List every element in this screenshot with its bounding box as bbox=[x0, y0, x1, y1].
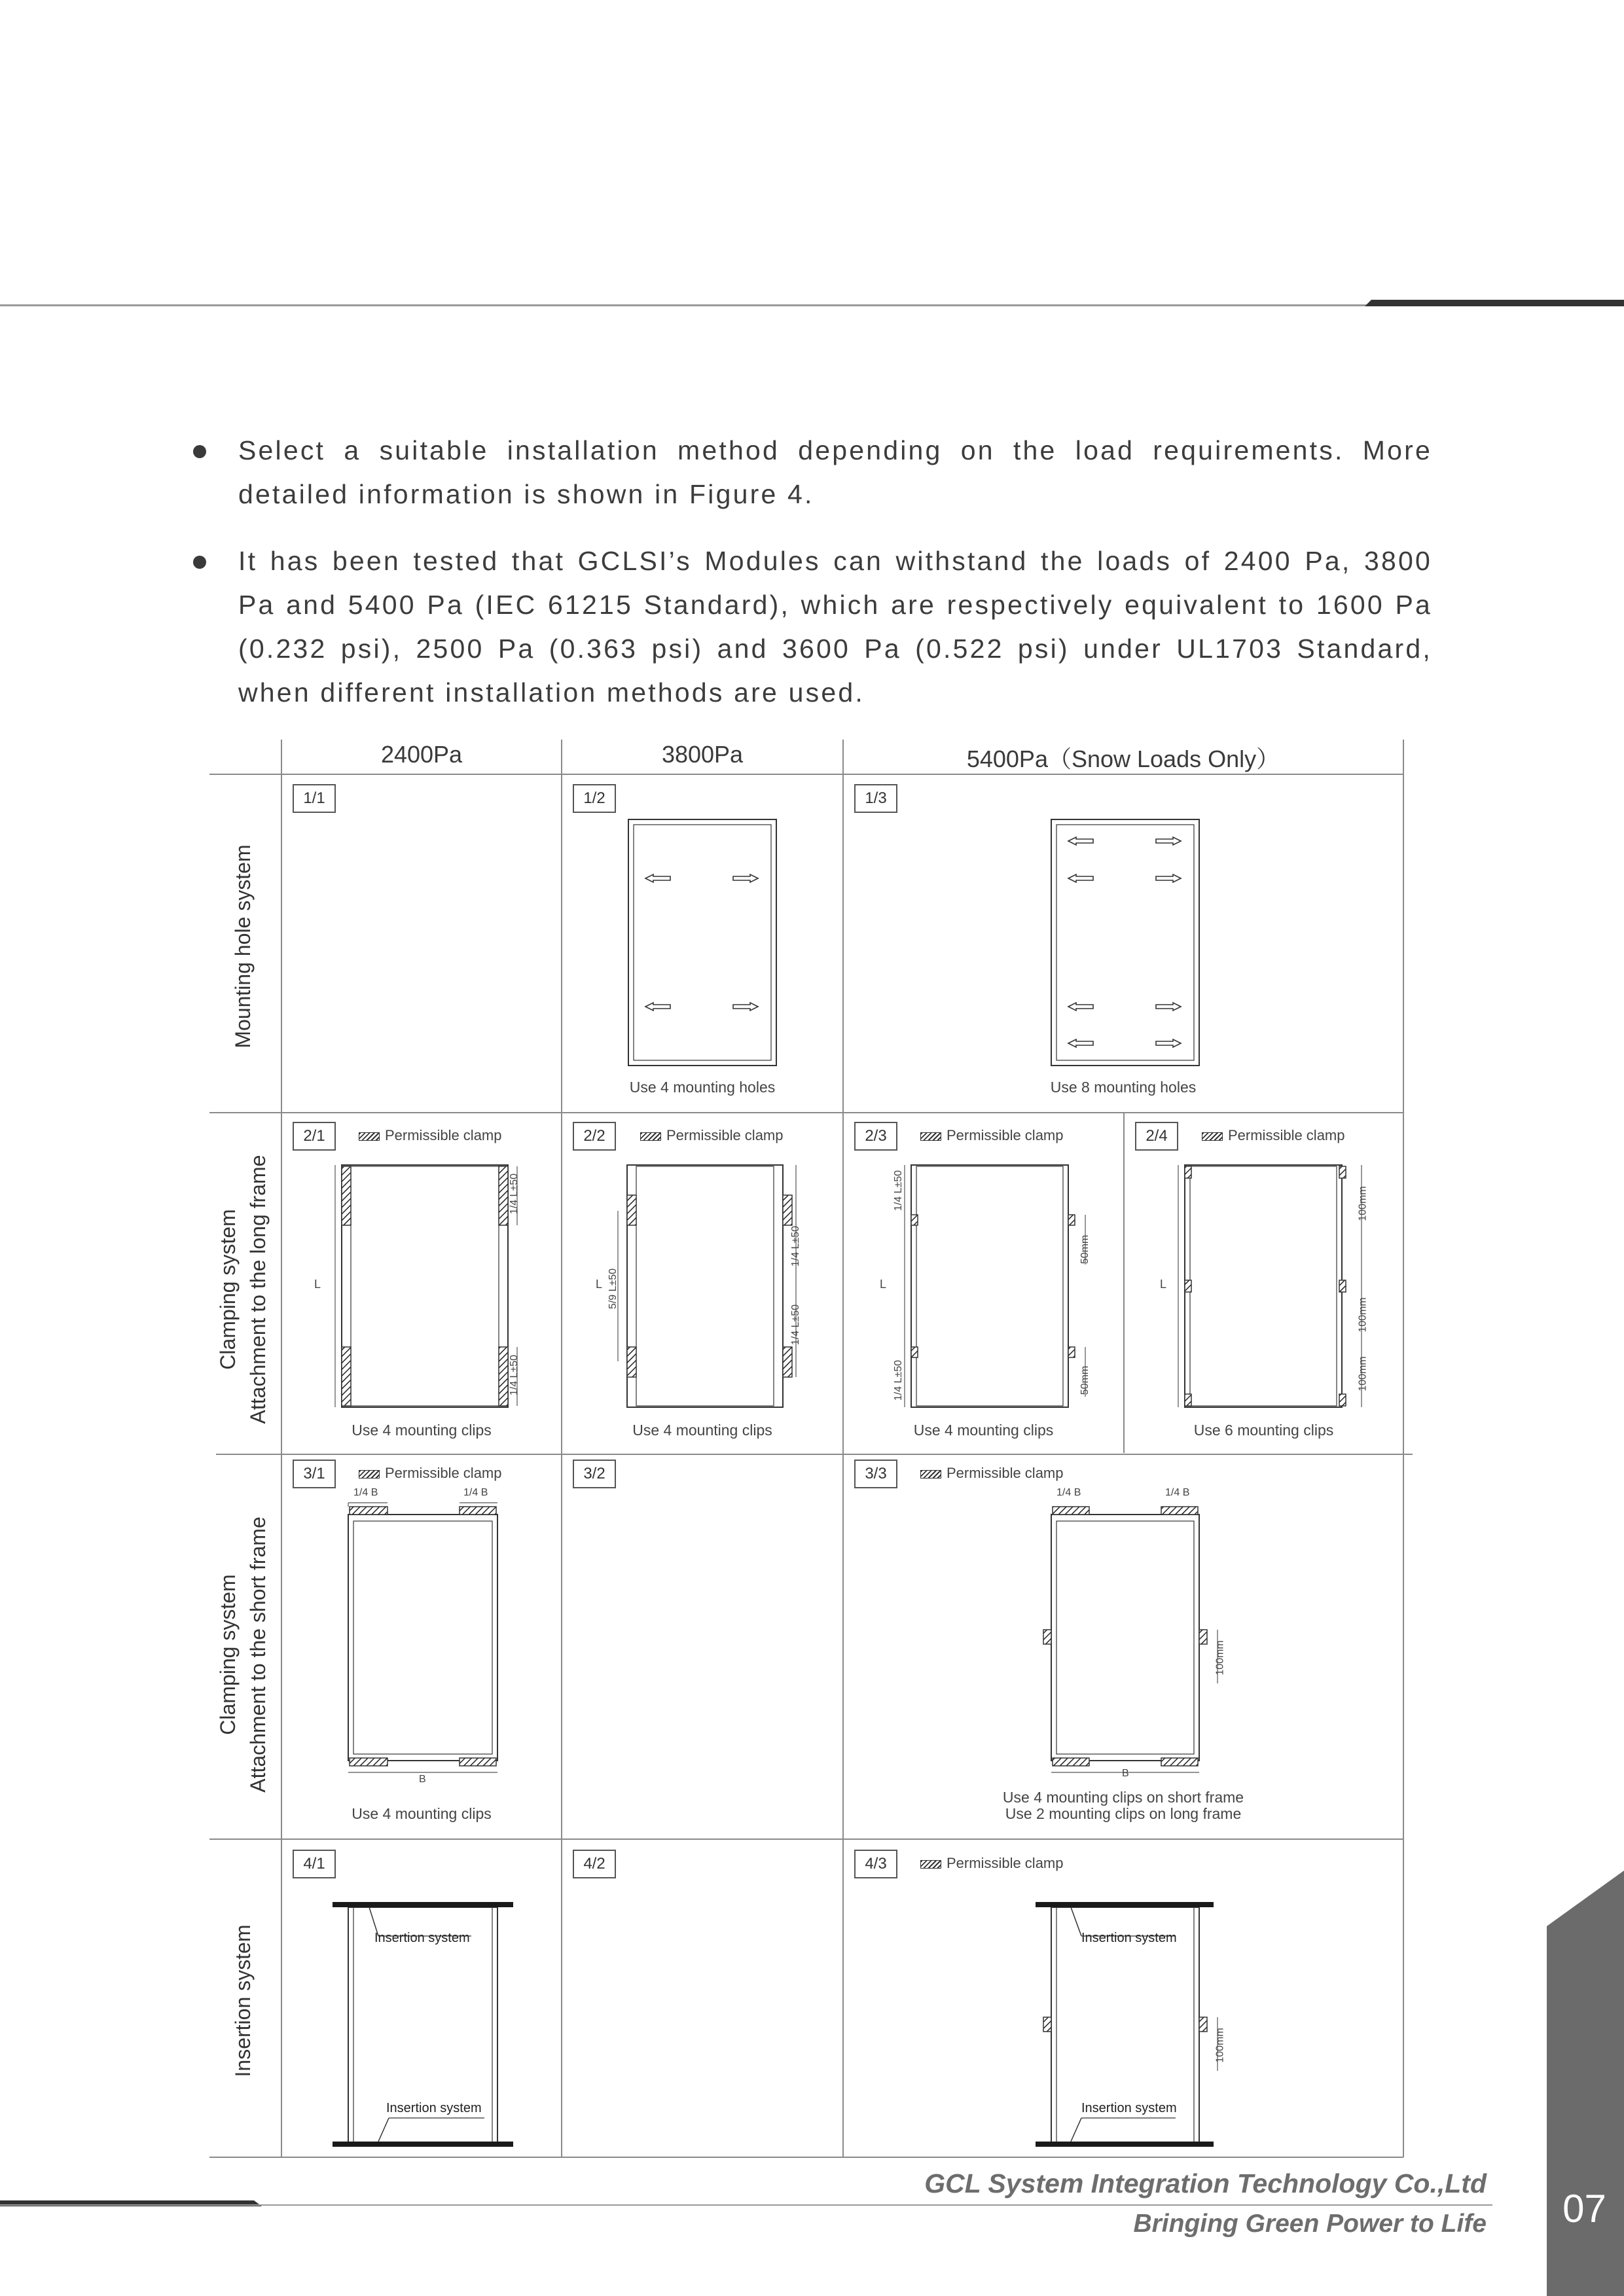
dim-label: Insertion system bbox=[374, 1931, 470, 1945]
col-header-5400: 5400Pa（Snow Loads Only） bbox=[966, 745, 1280, 772]
cell-caption: Use 4 mounting clips bbox=[352, 1422, 492, 1439]
clamp-legend-label: Permissible clamp bbox=[947, 1855, 1064, 1871]
clamp-legend bbox=[920, 1127, 1064, 1144]
dim-label: 1/4 L±50 bbox=[893, 1170, 905, 1211]
panel-2-4-drawing bbox=[1185, 1165, 1342, 1407]
panel-1-3-drawing bbox=[1051, 819, 1199, 1066]
page-number: 07 bbox=[1562, 2187, 1606, 2231]
footer-rule bbox=[0, 2204, 1492, 2206]
dim-label: 100mm bbox=[1214, 2028, 1226, 2063]
row-label-line: Insertion system bbox=[231, 1924, 255, 2077]
clamp-legend bbox=[920, 1855, 1064, 1872]
cell-caption: Use 4 mounting clips bbox=[632, 1422, 772, 1439]
dim-label: 100mm bbox=[1214, 1640, 1226, 1676]
dim-label: 100mm bbox=[1357, 1297, 1369, 1333]
dim-label: B bbox=[1122, 1768, 1129, 1779]
caption-line: Use 4 mounting clips on short frame bbox=[1002, 1789, 1244, 1806]
row-label-line: Attachment to the short frame bbox=[246, 1516, 270, 1793]
dim-label: Insertion system bbox=[1081, 2101, 1177, 2115]
page-tab bbox=[1547, 1871, 1624, 2296]
dim-label: 50mm bbox=[1079, 1365, 1091, 1395]
cell-caption: Use 6 mounting clips bbox=[1193, 1422, 1334, 1439]
caption-line: Use 2 mounting clips on long frame bbox=[1005, 1805, 1242, 1822]
hatch-swatch-icon bbox=[920, 1132, 941, 1141]
clamp-legend-label: Permissible clamp bbox=[1228, 1127, 1345, 1143]
cell-id: 4/2 bbox=[573, 1850, 616, 1878]
panel-3-1-drawing bbox=[348, 1515, 497, 1761]
dim-label: 1/4 L±50 bbox=[790, 1225, 802, 1267]
dim-label: Insertion system bbox=[386, 2101, 482, 2115]
hatch-swatch-icon bbox=[920, 1470, 941, 1479]
col-header-2400: 2400Pa bbox=[380, 741, 463, 768]
panel-2-2-drawing bbox=[627, 1165, 783, 1407]
dim-label: 100mm bbox=[1357, 1356, 1369, 1391]
bullet-text-1: Select a suitable installation method depending on the load requirements. More detailed information is shown in Figure 4. bbox=[238, 435, 1432, 509]
dim-label: 1/4 L±50 bbox=[509, 1173, 520, 1215]
cell-id: 2/3 bbox=[854, 1122, 897, 1151]
row-label-line: Clamping system bbox=[216, 1574, 240, 1735]
clamp-legend-label: Permissible clamp bbox=[947, 1465, 1064, 1481]
hole-arrows bbox=[1068, 837, 1181, 1047]
footer-slogan: Bringing Green Power to Life bbox=[1133, 2210, 1487, 2238]
cell-caption: Use 4 mounting clips bbox=[352, 1805, 492, 1822]
cell-caption: Use 4 mounting clips bbox=[913, 1422, 1054, 1439]
cell-id: 3/1 bbox=[293, 1460, 336, 1488]
hatch-swatch-icon bbox=[920, 1860, 941, 1869]
panel-2-1-drawing bbox=[342, 1165, 508, 1407]
cell-id: 2/2 bbox=[573, 1122, 616, 1151]
cell-id: 4/1 bbox=[293, 1850, 336, 1878]
hatch-swatch-icon bbox=[640, 1132, 661, 1141]
dim-label: L bbox=[314, 1278, 321, 1291]
dim-label: 1/4 L±50 bbox=[509, 1354, 520, 1396]
clamp-legend bbox=[359, 1127, 502, 1144]
dim-label: 1/4 L±50 bbox=[893, 1359, 905, 1401]
cell-caption: Use 4 mounting holes bbox=[629, 1079, 776, 1096]
panel-3-3-drawing bbox=[1051, 1515, 1199, 1761]
clamp-legend-label: Permissible clamp bbox=[666, 1127, 784, 1143]
dim-label: 100mm bbox=[1357, 1186, 1369, 1221]
dim-label: 1/4 B bbox=[1165, 1487, 1190, 1498]
row-label-line: Clamping system bbox=[216, 1209, 240, 1370]
hatch-swatch-icon bbox=[1202, 1132, 1223, 1141]
hatch-swatch-icon bbox=[359, 1470, 380, 1479]
cell-caption bbox=[843, 1789, 1403, 1822]
row-label-line: Attachment to the long frame bbox=[246, 1155, 270, 1424]
clamp-legend-label: Permissible clamp bbox=[947, 1127, 1064, 1143]
row-label-line: Mounting hole system bbox=[231, 844, 255, 1049]
dim-label: L bbox=[880, 1278, 887, 1291]
cell-id: 3/2 bbox=[573, 1460, 616, 1488]
dim-label: L bbox=[596, 1278, 603, 1291]
cell-id: 1/1 bbox=[293, 784, 336, 813]
cell-caption: Use 8 mounting holes bbox=[1050, 1079, 1197, 1096]
dim-label: 5/9 L±50 bbox=[607, 1268, 619, 1310]
dim-label: 1/4 L±50 bbox=[790, 1304, 802, 1346]
dim-label: Insertion system bbox=[1081, 1931, 1177, 1945]
clamp-legend-label: Permissible clamp bbox=[385, 1465, 502, 1481]
cell-id: 2/4 bbox=[1135, 1122, 1178, 1151]
cell-id: 4/3 bbox=[854, 1850, 897, 1878]
panel-1-2-drawing bbox=[628, 819, 776, 1066]
dim-label: 50mm bbox=[1079, 1234, 1091, 1265]
clamp-legend bbox=[640, 1127, 784, 1144]
cell-id: 1/3 bbox=[854, 784, 897, 813]
clamp-legend bbox=[920, 1465, 1064, 1482]
dim-label: 1/4 B bbox=[1056, 1487, 1081, 1498]
clamp-legend bbox=[1202, 1127, 1345, 1144]
hole-arrows bbox=[645, 874, 758, 1011]
cell-id: 2/1 bbox=[293, 1122, 336, 1151]
clamp-legend bbox=[359, 1465, 502, 1482]
dim-label: B bbox=[419, 1774, 426, 1785]
footer-company: GCL System Integration Technology Co.,Ltd bbox=[924, 2168, 1487, 2198]
cell-id: 1/2 bbox=[573, 784, 616, 813]
col-header-3800: 3800Pa bbox=[661, 741, 744, 768]
dim-label: 1/4 B bbox=[463, 1487, 488, 1498]
dim-label: L bbox=[1160, 1278, 1167, 1291]
bullet-text-2: It has been tested that GCLSI’s Modules can withstand the loads of 2400 Pa, 3800 Pa and 5400 Pa (IEC 61215 Standard), which are respectively equivalent to 1600 Pa (0.232 psi), 2500 Pa (0.363 psi) and 3600 Pa (0.522 psi) under UL1703 Standard, when different installation methods are used. bbox=[238, 546, 1432, 708]
clamp-legend-label: Permissible clamp bbox=[385, 1127, 502, 1143]
panel-2-3-drawing bbox=[911, 1165, 1068, 1407]
hatch-swatch-icon bbox=[359, 1132, 380, 1141]
cell-id: 3/3 bbox=[854, 1460, 897, 1488]
dim-label: 1/4 B bbox=[353, 1487, 378, 1498]
